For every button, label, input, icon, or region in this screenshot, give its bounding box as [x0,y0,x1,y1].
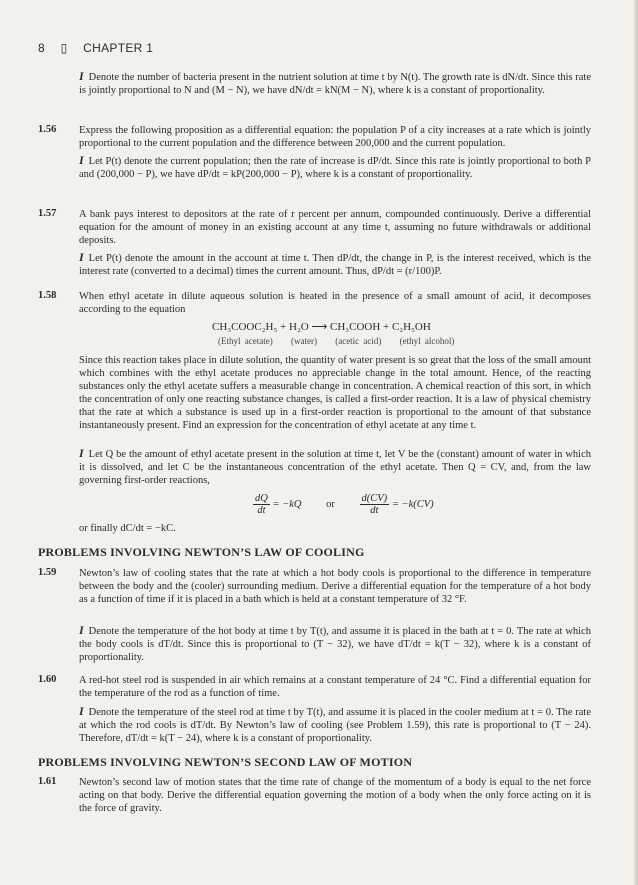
label-acetic-acid: (acetic acid) [335,336,382,346]
problem-number: 1.61 [38,776,57,787]
final-equation: or finally dC/dt = −kC. [79,523,176,534]
section-heading-cooling: PROBLEMS INVOLVING NEWTON’S LAW OF COOLING [38,545,365,559]
problem-number: 1.58 [38,290,57,301]
solution-1-55: I Denote the number of bacteria present in the nutrient solution at time t by N(t). The growth rate is dN/dt. Since this rate is jointly proportional to N and (M − N), we have dN/dt = kN(M − N), where k is a constant of proportionality. [79,69,591,96]
rate-equation: $\frac{dQ}{dt}$ = −kQ or $\frac{d(CV)}{dt}$ = −k(CV) [255,493,434,516]
fraction: $\frac{d(CV)}{dt}$ [361,493,388,516]
solution-mark-icon: I [79,153,84,167]
chemical-labels [218,336,468,346]
label-ethyl-alcohol: (ethyl alcohol) [399,336,455,346]
chemical-equation: CH₃COOC₂H₅ + H₂O ⟶ CH₃COOH + C₂H₅OH [212,321,431,333]
page-header [38,41,165,55]
chapter-title: CHAPTER 1 [83,41,154,55]
problem-text: A bank pays interest to depositors at the rate of r percent per annum, compounded continuously. Derive a differential equation for the amount of money in an existing account at any time t, assuming no future withdrawals or additional deposits. [79,209,591,246]
solution-mark-icon: I [79,704,84,718]
problem-text-continued: Since this reaction takes place in dilute solution, the quantity of water present is so great that the loss of the small amount which combines with the ethyl acetate produces no appreciable change in the total amount. Hence, of the reacting substances only the ethyl acetate suffers a measurable change in concentration. A chemical reaction of this sort, in which the concentration of only one reacting substance changes, is called a first-order reaction. It is a law of physical chemistry that the rate at which a substance is used up in a first-order reaction is proportional to the amount of that substance instantaneously present. Find an expression for the concentration of ethyl acetate at any time t. [79,355,591,431]
label-water: (water) [290,336,317,346]
solution-mark-icon: I [79,250,84,264]
label-ethyl-acetate: (Ethyl acetate) [218,336,273,346]
solution-text: I Denote the temperature of the hot body at time t by T(t), and assume it is placed in the bath at t = 0. The rate at which the body cools is dT/dt. Since this is proportional to (T − 32), we have dT/dt = k(T − 32), where k is a constant of proportionality. [79,623,591,663]
solution-text: I Let Q be the amount of ethyl acetate present in the solution at time t, let V be the (constant) amount of water in which it is dissolved, and let C be the instantaneous concentration of the ethyl acetate. Then Q = CV, and, from the law governing first-order reactions, [79,446,591,486]
problem-text: Newton’s law of cooling states that the rate at which a hot body cools is proportional to the difference in temperature between the body and the (cooler) surrounding medium. Derive a differential equation for the temperature of a hot body as a function of time if it is placed in a bath which is held at a constant temperature of 32 °F. [79,568,591,605]
problem-text: Express the following proposition as a differential equation: the population P of a city increases at a rate which is jointly proportional to the current population and the difference between 200,000 and the current population. [79,125,591,149]
problem-number: 1.59 [38,567,57,578]
fraction: $\frac{dQ}{dt}$ [255,493,268,516]
solution-mark-icon: I [79,446,84,460]
header-glyph: ▯ [60,41,68,55]
solution-mark-icon: I [79,623,84,637]
section-heading-motion: PROBLEMS INVOLVING NEWTON’S SECOND LAW OF MOTION [38,755,413,769]
problem-text: Newton’s second law of motion states that the time rate of change of the momentum of a body is equal to the net force acting on that body. Derive the differential equation governing the motion of a body when the only force acting on it is the force of gravity. [79,777,591,814]
problem-text: A red-hot steel rod is suspended in air which remains at a constant temperature of 24 °C. Find a differential equation for the temperature of the rod as a function of time. [79,675,591,699]
page-number: 8 [38,41,45,55]
solution-text: I Let P(t) denote the amount in the account at time t. Then dP/dt, the change in P, is the interest received, which is the interest rate (converted to a decimal) times the current amount. Thus, dP/dt = (r/100)P. [79,250,591,277]
problem-text: When ethyl acetate in dilute aqueous solution is heated in the presence of a small amount of acid, it decomposes according to the equation [79,291,591,315]
solution-text: I Let P(t) denote the current population; then the rate of increase is dP/dt. Since this rate is jointly proportional to both P and (200,000 − P), we have dP/dt = kP(200,000 − P), where k is a constant of proportionality. [79,153,591,180]
solution-text: I Denote the temperature of the steel rod at time t by T(t), and assume it is placed in the cooler medium at t = 0. The rate at which the rod cools is dT/dt. By Newton’s law of cooling (see Problem 1.59), this rate is proportional to (T − 24). Therefore, dT/dt = k(T − 24), where k is a constant of proportionality. [79,704,591,744]
problem-number: 1.56 [38,124,57,135]
page-edge [634,0,638,885]
problem-number: 1.57 [38,208,57,219]
solution-mark-icon: I [79,69,84,83]
problem-number: 1.60 [38,674,57,685]
